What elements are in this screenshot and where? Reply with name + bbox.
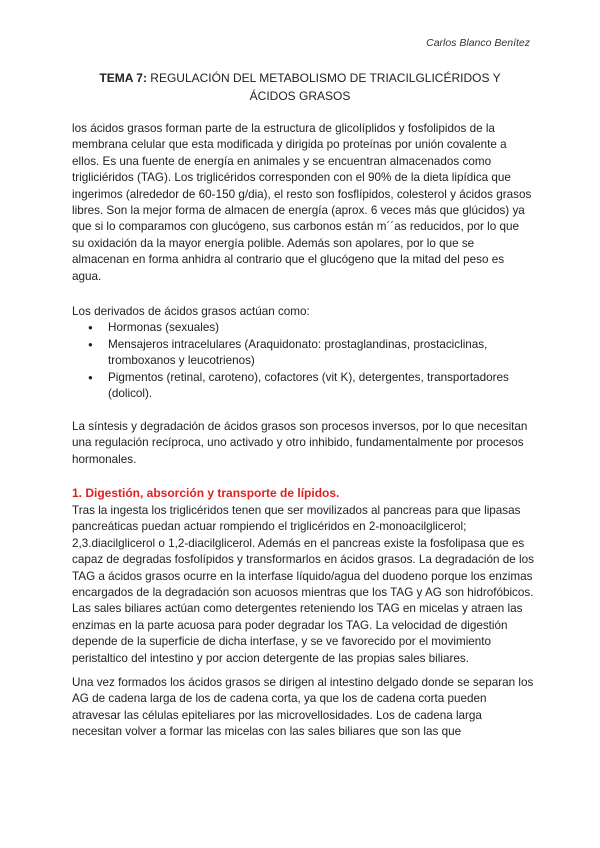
absorption-text: Una vez formados los ácidos grasos se dirigen al intestino delgado donde se separan los AG de cadena larga de los de cadena corta, ya que los de cadena corta pueden atravesar las células epiteliares por las microvellosidades. Los de cadena larga necesitan volver a formar las micelas con las sales biliares que son las que [72,676,534,739]
section-heading: 1. Digestión, absorción y transporte de lípidos. [72,486,340,500]
list-item: ● Hormonas (sexuales) [72,320,534,336]
intro-text: los ácidos grasos forman parte de la estructura de glicolíplidos y fosfolipidos de la membrana celular que esta modificada y dirigida po proteínas por unión covalente a ellos. Es una fuente de energía en animales y se encuentran almacenados como trigliciéridos (TAG). Los triglicéridos corresponden con el 90% de la dieta lipídica que ingerimos (alrededor de 60-150 g/dia), el resto son fosflípidos, colesterol y ácidos grasos libres. Son la mejor forma de almacen de energía (aprox. 6 veces más que glúcidos) ya que si lo comparamos con glucógeno, sus carbonos están m´´as reducidos, por lo que su oxidación da la mayor energía polible. Además son apolares, por lo que se almacenan en forma anhidra al contrario que el glucógeno que la mitad del peso es agua. [72,122,532,283]
title-line-2: ÁCIDOS GRASOS [249,89,351,103]
intro-paragraph [72,121,534,285]
synthesis-paragraph [72,419,534,468]
digestion-paragraph [72,503,534,667]
synthesis-text: La síntesis y degradación de ácidos grasos son procesos inversos, por lo que necesitan una regulación recíproca, uno activado y otro inhibido, fundamentalmente por procesos hormonales. [72,420,528,466]
derivatives-intro: Los derivados de ácidos grasos actúan como: [72,305,310,318]
document-title [70,69,530,105]
derivatives-block [72,304,534,402]
title-line-1: REGULACIÓN DEL METABOLISMO DE TRIACILGLICÉRIDOS Y [146,71,501,85]
author-name: Carlos Blanco Benítez [426,37,530,49]
list-item: ● Pigmentos (retinal, caroteno), cofactores (vit K), detergentes, transportadores (dolicol). [72,370,534,403]
digestion-text: Tras la ingesta los triglicéridos tenen que ser movilizados al pancreas para que lipasas pancreáticas puedan actuar rompiendo el triglicéridos en 2-monoacilglicerol; 2,3.diacilglicerol o 1,2-diacilglicerol. Además en el pancreas existe la fosfolipasa que es capaz de degradas fosfolípidos y transformarlos en ácidos grasos. La degradación de los TAG a ácidos grasos ocurre en la interfase líquido/agua del duodeno porque los enzimas encargados de la degradación son acuosos mientras que los TAG y AG son hidrofóbicos. Las sales biliares actúan como detergentes reteniendo los TAG en micelas y atraen las enzimas en la parte acuosa para poder degradar los TAG. La velocidad de digestión depende de la superficie de dicha interfase, y se ve favorecido por el movimiento peristaltico del intestino y por accion detergente de las propias sales biliares. [72,504,534,665]
title-topic-number: TEMA 7: [99,71,147,85]
list-item: ● Mensajeros intracelulares (Araquidonato: prostaglandinas, prostaciclinas, tromboxanos y leucotrienos) [72,337,534,370]
derivatives-list [72,320,534,402]
absorption-paragraph [72,675,534,741]
